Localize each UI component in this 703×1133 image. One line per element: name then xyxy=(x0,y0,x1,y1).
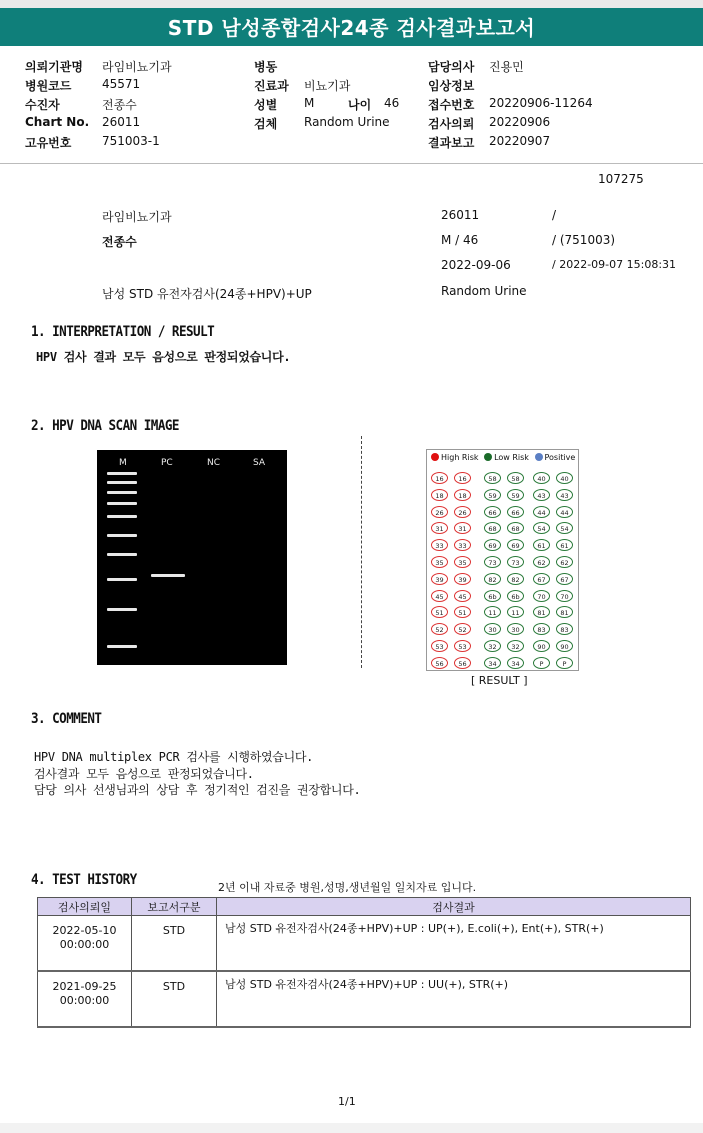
info-test-name: 남성 STD 유전자검사(24종+HPV)+UP xyxy=(102,287,312,301)
info-id: / (751003) xyxy=(552,233,616,247)
header-key: 담당의사 xyxy=(428,60,475,74)
hpv-type-cell: 73 xyxy=(484,556,501,568)
hpv-type-cell: 40 xyxy=(533,472,550,484)
divider-dashed xyxy=(361,436,362,668)
age-value: 46 xyxy=(384,96,400,110)
hpv-type-cell: 66 xyxy=(484,506,501,518)
header-key: Chart No. xyxy=(25,115,90,129)
section1-heading: 1. INTERPRETATION / RESULT xyxy=(31,324,215,340)
header-key: 검체 xyxy=(254,117,278,131)
legend-high-risk: High Risk xyxy=(441,453,479,462)
marker-band xyxy=(107,472,137,475)
table-row xyxy=(38,916,691,972)
header-value: 비뇨기과 xyxy=(304,79,351,93)
hpv-type-cell: 33 xyxy=(431,539,448,551)
hpv-type-cell: 35 xyxy=(431,556,448,568)
header-value: 20220907 xyxy=(489,134,551,148)
hpv-type-cell: 81 xyxy=(533,606,550,618)
comment-line: HPV DNA multiplex PCR 검사를 시행하였습니다. xyxy=(34,750,314,764)
section3-heading: 3. COMMENT xyxy=(31,711,102,727)
hpv-type-cell: 90 xyxy=(556,640,573,652)
hpv-type-cell: 70 xyxy=(556,590,573,602)
hpv-type-cell: 90 xyxy=(533,640,550,652)
header-value: Random Urine xyxy=(304,115,390,129)
cell-type: STD xyxy=(132,916,217,972)
hpv-type-cell: 32 xyxy=(507,640,524,652)
pc-band xyxy=(151,574,185,577)
hpv-type-cell: 56 xyxy=(454,657,471,669)
hpv-type-cell: 39 xyxy=(454,573,471,585)
section1-text: HPV 검사 결과 모두 음성으로 판정되었습니다. xyxy=(36,350,291,364)
hpv-type-cell: 56 xyxy=(431,657,448,669)
hpv-type-cell: 6b xyxy=(507,590,524,602)
header-key: 고유번호 xyxy=(25,136,72,150)
hpv-type-cell: 54 xyxy=(556,522,573,534)
hpv-type-cell: 61 xyxy=(533,539,550,551)
section4-heading: 4. TEST HISTORY xyxy=(31,872,137,888)
header-key: 병원코드 xyxy=(25,79,72,93)
marker-band xyxy=(107,534,137,537)
header-value: M xyxy=(304,96,315,110)
gel-label-m: M xyxy=(119,458,127,468)
hpv-type-cell: P xyxy=(533,657,550,669)
gel-label-pc: PC xyxy=(161,458,173,468)
legend-low-risk: Low Risk xyxy=(494,453,529,462)
hpv-type-cell: 69 xyxy=(507,539,524,551)
info-patient: 전종수 xyxy=(102,235,137,249)
hpv-type-cell: 68 xyxy=(507,522,524,534)
hpv-type-cell: 51 xyxy=(454,606,471,618)
col-header-result: 검사결과 xyxy=(217,898,691,916)
hpv-type-cell: 30 xyxy=(507,623,524,635)
header-value: 라임비뇨기과 xyxy=(102,60,172,74)
top-strip xyxy=(0,0,703,8)
hpv-type-cell: 70 xyxy=(533,590,550,602)
hpv-type-cell: 82 xyxy=(484,573,501,585)
hpv-type-cell: 68 xyxy=(484,522,501,534)
info-report-time: / 2022-09-07 15:08:31 xyxy=(552,258,677,271)
document-number: 107275 xyxy=(598,172,644,186)
gel-label-nc: NC xyxy=(207,458,221,468)
hpv-type-cell: 40 xyxy=(556,472,573,484)
info-specimen: Random Urine xyxy=(441,284,527,298)
marker-band xyxy=(107,481,137,484)
hpv-type-cell: 31 xyxy=(454,522,471,534)
hpv-type-cell: 52 xyxy=(454,623,471,635)
header-value: 진용민 xyxy=(489,60,524,74)
hpv-type-cell: 33 xyxy=(454,539,471,551)
hpv-chip xyxy=(426,449,579,671)
hpv-type-cell: 54 xyxy=(533,522,550,534)
low-risk-dot-icon xyxy=(484,453,492,461)
hpv-type-cell: 44 xyxy=(533,506,550,518)
report-title: STD 남성종합검사24종 검사결과보고서 xyxy=(0,8,703,46)
hpv-type-cell: 30 xyxy=(484,623,501,635)
col-header-type: 보고서구분 xyxy=(132,898,217,916)
marker-band xyxy=(107,502,137,505)
hpv-type-cell: 58 xyxy=(484,472,501,484)
hpv-type-cell: 45 xyxy=(431,590,448,602)
page-number: 1/1 xyxy=(338,1095,356,1108)
comment-line: 검사결과 모두 음성으로 판정되었습니다. xyxy=(34,767,254,781)
section2-heading: 2. HPV DNA SCAN IMAGE xyxy=(31,418,179,434)
header-key: 검사의뢰 xyxy=(428,117,475,131)
history-note: 2년 이내 자료중 병원,성명,생년월일 일치자료 입니다. xyxy=(218,881,477,894)
header-value: 751003-1 xyxy=(102,134,160,148)
comment-line: 담당 의사 선생님과의 상담 후 정기적인 검진을 권장합니다. xyxy=(34,783,361,797)
high-risk-dot-icon xyxy=(431,453,439,461)
hpv-type-cell: 53 xyxy=(454,640,471,652)
hpv-type-cell: 44 xyxy=(556,506,573,518)
legend-positive: Positive xyxy=(544,453,576,462)
header-key: 임상정보 xyxy=(428,79,475,93)
hpv-type-cell: 69 xyxy=(484,539,501,551)
marker-band xyxy=(107,645,137,648)
hpv-type-cell: P xyxy=(556,657,573,669)
gel-label-sa: SA xyxy=(253,458,266,468)
hpv-type-cell: 81 xyxy=(556,606,573,618)
hpv-type-cell: 16 xyxy=(454,472,471,484)
hpv-type-cell: 82 xyxy=(507,573,524,585)
info-sex-age: M / 46 xyxy=(441,233,479,247)
gel-image xyxy=(97,450,287,665)
cell-result: 남성 STD 유전자검사(24종+HPV)+UP : UP(+), E.coli(+), Ent(+), STR(+) xyxy=(217,916,691,972)
age-label: 나이 xyxy=(348,98,372,112)
hpv-type-cell: 11 xyxy=(507,606,524,618)
info-slash: / xyxy=(552,208,557,222)
info-chart: 26011 xyxy=(441,208,480,222)
cell-result: 남성 STD 유전자검사(24종+HPV)+UP : UU(+), STR(+) xyxy=(217,971,691,1027)
hpv-type-cell: 53 xyxy=(431,640,448,652)
hpv-type-cell: 66 xyxy=(507,506,524,518)
marker-band xyxy=(107,553,137,556)
history-table xyxy=(37,897,691,1028)
positive-dot-icon xyxy=(535,453,543,461)
hpv-type-cell: 45 xyxy=(454,590,471,602)
hpv-type-cell: 26 xyxy=(431,506,448,518)
hpv-type-cell: 6b xyxy=(484,590,501,602)
hpv-type-cell: 62 xyxy=(533,556,550,568)
info-clinic: 라임비뇨기과 xyxy=(102,210,172,224)
hpv-type-cell: 73 xyxy=(507,556,524,568)
hpv-type-cell: 51 xyxy=(431,606,448,618)
header-key: 결과보고 xyxy=(428,136,475,150)
header-value: 20220906 xyxy=(489,115,551,129)
table-row xyxy=(38,971,691,1027)
hpv-type-cell: 59 xyxy=(507,489,524,501)
hpv-type-cell: 18 xyxy=(431,489,448,501)
marker-band xyxy=(107,608,137,611)
cell-date: 2022-05-10 00:00:00 xyxy=(38,916,132,972)
hpv-type-cell: 16 xyxy=(431,472,448,484)
hpv-type-cell: 34 xyxy=(484,657,501,669)
header-key: 의뢰기관명 xyxy=(25,60,83,74)
hpv-type-cell: 83 xyxy=(533,623,550,635)
hpv-type-cell: 67 xyxy=(556,573,573,585)
hpv-type-cell: 11 xyxy=(484,606,501,618)
header-value: 20220906-11264 xyxy=(489,96,593,110)
hpv-type-cell: 61 xyxy=(556,539,573,551)
hpv-type-cell: 67 xyxy=(533,573,550,585)
hpv-type-cell: 62 xyxy=(556,556,573,568)
header-value: 전종수 xyxy=(102,98,137,112)
cell-date: 2021-09-25 00:00:00 xyxy=(38,971,132,1027)
hpv-type-cell: 26 xyxy=(454,506,471,518)
hpv-type-cell: 35 xyxy=(454,556,471,568)
result-caption: [ RESULT ] xyxy=(471,674,528,687)
cell-type: STD xyxy=(132,971,217,1027)
header-key: 접수번호 xyxy=(428,98,475,112)
info-date: 2022-09-06 xyxy=(441,258,511,272)
hpv-type-cell: 58 xyxy=(507,472,524,484)
header-value: 45571 xyxy=(102,77,141,91)
marker-band xyxy=(107,515,137,518)
header-key: 진료과 xyxy=(254,79,289,93)
hpv-type-cell: 39 xyxy=(431,573,448,585)
hpv-type-cell: 52 xyxy=(431,623,448,635)
header-value: 26011 xyxy=(102,115,141,129)
header-divider xyxy=(0,163,703,164)
chip-legend xyxy=(431,453,575,462)
hpv-type-cell: 31 xyxy=(431,522,448,534)
marker-band xyxy=(107,578,137,581)
hpv-type-cell: 59 xyxy=(484,489,501,501)
hpv-type-cell: 32 xyxy=(484,640,501,652)
header-key: 성별 xyxy=(254,98,278,112)
hpv-type-cell: 83 xyxy=(556,623,573,635)
hpv-type-cell: 43 xyxy=(556,489,573,501)
hpv-type-cell: 43 xyxy=(533,489,550,501)
header-key: 병동 xyxy=(254,60,278,74)
col-header-date: 검사의뢰일 xyxy=(38,898,132,916)
hpv-type-cell: 34 xyxy=(507,657,524,669)
header-key: 수진자 xyxy=(25,98,60,112)
marker-band xyxy=(107,491,137,494)
hpv-type-cell: 18 xyxy=(454,489,471,501)
